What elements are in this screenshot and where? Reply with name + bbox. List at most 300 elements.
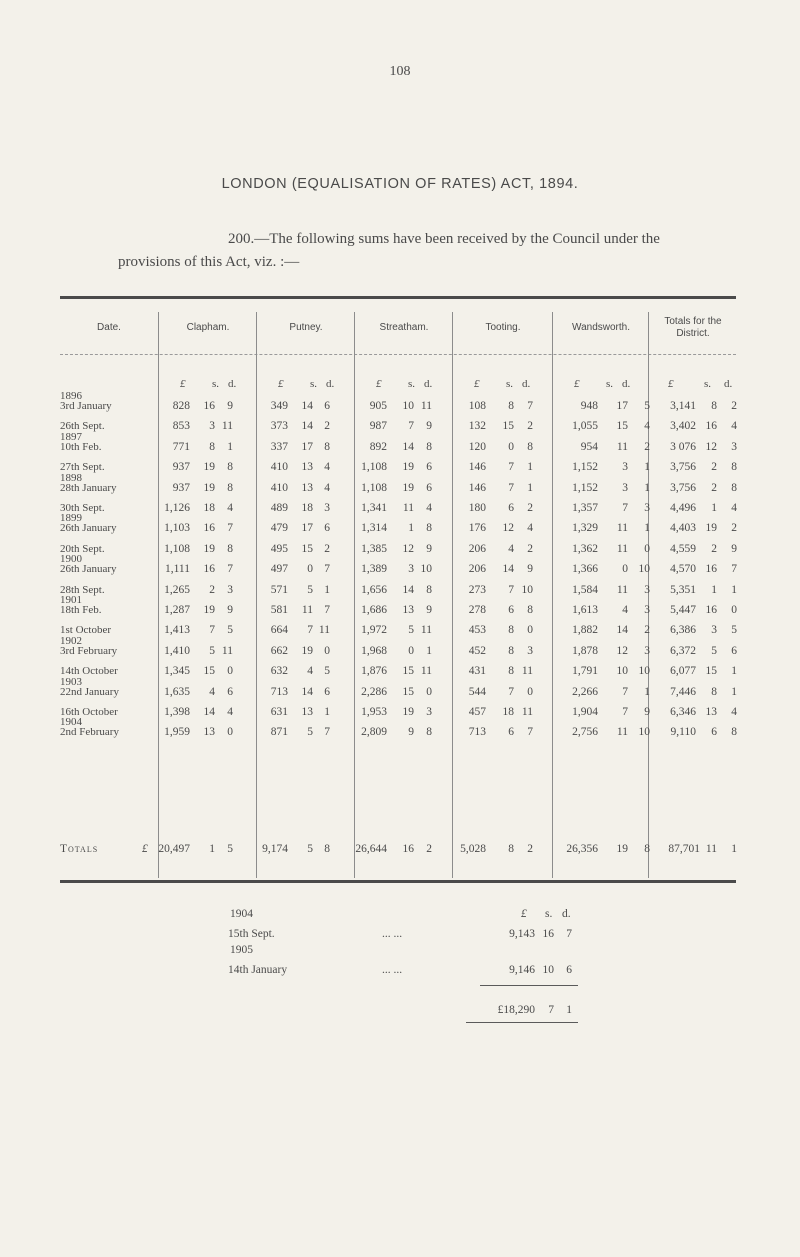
- shillings-cell: 5: [307, 726, 313, 739]
- shillings-cell: 5: [408, 624, 414, 637]
- column-divider: [354, 312, 355, 878]
- summary-year: 1904: [230, 908, 253, 920]
- pounds-cell: 3,402: [670, 420, 696, 433]
- pence-cell: 1: [644, 461, 650, 474]
- pence-cell: 11: [521, 706, 533, 718]
- pounds-cell: 1,329: [572, 522, 598, 535]
- unit-label: d.: [228, 378, 237, 390]
- table-top-rule: [60, 296, 736, 299]
- header-rule: [60, 354, 736, 355]
- pounds-cell: 457: [468, 706, 486, 718]
- pence-cell: 7: [227, 522, 233, 535]
- summary-date: 14th January: [228, 964, 288, 976]
- pence-cell: 4: [227, 502, 233, 514]
- shillings-cell: 18: [502, 706, 514, 718]
- pounds-cell: 146: [468, 461, 486, 474]
- date-cell: 26th January: [60, 563, 117, 576]
- pounds-cell: 1,656: [361, 583, 387, 596]
- pounds-cell: 581: [270, 604, 288, 616]
- pence-cell: 3: [731, 440, 737, 453]
- shillings-cell: 11: [616, 542, 628, 555]
- shillings-cell: 2: [209, 583, 215, 596]
- pounds-cell: 453: [468, 624, 486, 637]
- total-pounds: 20,497: [158, 843, 190, 855]
- shillings-cell: 19: [203, 542, 215, 555]
- pounds-cell: 828: [172, 400, 190, 412]
- unit-label: d.: [326, 378, 335, 390]
- summary-shillings: 10: [542, 964, 554, 976]
- shillings-cell: 14: [203, 706, 215, 718]
- shillings-cell: 12: [705, 440, 717, 453]
- pounds-cell: 479: [270, 522, 288, 535]
- pence-cell: 10: [638, 726, 650, 739]
- pence-cell: 0: [527, 685, 533, 698]
- pence-cell: 1: [426, 644, 432, 657]
- shillings-cell: 12: [616, 644, 628, 657]
- date-cell: 16th October: [60, 706, 118, 718]
- summary-pounds: 9,143: [509, 928, 535, 940]
- pounds-cell: 3,756: [670, 481, 696, 494]
- pounds-cell: 2,286: [361, 685, 387, 698]
- pence-cell: 7: [324, 563, 330, 576]
- shillings-cell: 19: [203, 604, 215, 616]
- pounds-cell: 349: [270, 400, 288, 412]
- pounds-cell: 452: [468, 644, 486, 657]
- shillings-cell: 6: [508, 502, 514, 514]
- shillings-cell: 18: [301, 502, 313, 514]
- pounds-cell: 1,345: [164, 665, 190, 678]
- pence-cell: 6: [227, 685, 233, 698]
- shillings-cell: 1: [408, 522, 414, 535]
- total-pounds: 26,644: [355, 843, 387, 855]
- pounds-cell: 6,077: [670, 665, 696, 678]
- pence-cell: 4: [731, 706, 737, 718]
- shillings-cell: 12: [502, 522, 514, 535]
- summary-unit: £: [521, 908, 527, 920]
- pence-cell: 9: [731, 542, 737, 555]
- pounds-cell: 1,111: [164, 563, 190, 576]
- shillings-cell: 11: [616, 440, 628, 453]
- unit-label: £: [180, 378, 186, 390]
- pence-cell: 6: [426, 461, 432, 474]
- pounds-cell: 892: [369, 440, 387, 453]
- summary-unit: s.: [545, 908, 553, 920]
- shillings-cell: 15: [402, 665, 414, 678]
- pounds-cell: 273: [468, 583, 486, 596]
- pounds-cell: 1,108: [361, 461, 387, 474]
- pence-cell: 1: [644, 481, 650, 494]
- pounds-cell: 9,110: [670, 726, 696, 739]
- pence-cell: 11: [221, 644, 233, 657]
- pence-cell: 7: [227, 563, 233, 576]
- pounds-cell: 497: [270, 563, 288, 576]
- pence-cell: 4: [731, 420, 737, 433]
- shillings-cell: 8: [508, 624, 514, 637]
- shillings-cell: 15: [705, 665, 717, 678]
- pounds-cell: 1,152: [572, 461, 598, 474]
- pounds-cell: 1,126: [164, 502, 190, 514]
- pence-cell: 4: [227, 706, 233, 718]
- pounds-cell: 1,686: [361, 604, 387, 616]
- pounds-cell: 937: [172, 461, 190, 474]
- pounds-cell: 1,878: [572, 644, 598, 657]
- summary-shillings: 16: [542, 928, 554, 940]
- pence-cell: 6: [324, 685, 330, 698]
- pence-cell: 1: [324, 583, 330, 596]
- date-cell: 10th Feb.: [60, 440, 102, 453]
- shillings-cell: 13: [402, 604, 414, 616]
- shillings-cell: 19: [203, 481, 215, 494]
- column-header: Tooting.: [485, 322, 521, 333]
- pounds-cell: 948: [580, 400, 598, 412]
- pounds-cell: 7,446: [670, 685, 696, 698]
- summary-total-pounds: £18,290: [497, 1004, 535, 1016]
- column-divider: [158, 312, 159, 878]
- total-shillings: 5: [307, 843, 313, 855]
- unit-label: s.: [310, 378, 318, 390]
- pence-cell: 4: [324, 461, 330, 474]
- shillings-cell: 16: [203, 522, 215, 535]
- shillings-cell: 8: [711, 685, 717, 698]
- pence-cell: 8: [731, 481, 737, 494]
- pence-cell: 4: [644, 420, 650, 433]
- total-shillings: 19: [616, 843, 628, 855]
- shillings-cell: 7: [508, 685, 514, 698]
- table-bottom-rule: [60, 880, 736, 883]
- pounds-cell: 1,959: [164, 726, 190, 739]
- pounds-cell: 2,756: [572, 726, 598, 739]
- shillings-cell: 11: [616, 583, 628, 596]
- total-shillings: 1: [209, 843, 215, 855]
- summary-unit: d.: [562, 908, 571, 920]
- pounds-cell: 1,791: [572, 665, 598, 678]
- pence-cell: 0: [227, 726, 233, 739]
- summary-total-shillings: 7: [548, 1004, 554, 1016]
- pounds-cell: 1,265: [164, 583, 190, 596]
- pounds-cell: 278: [468, 604, 486, 616]
- pence-cell: 9: [227, 604, 233, 616]
- pounds-cell: 120: [468, 440, 486, 453]
- total-pence: 8: [324, 843, 330, 855]
- shillings-cell: 7: [622, 706, 628, 718]
- shillings-cell: 11: [616, 522, 628, 535]
- pence-cell: 11: [221, 420, 233, 433]
- summary-pence: 6: [566, 964, 572, 976]
- unit-label: d.: [522, 378, 531, 390]
- column-divider: [452, 312, 453, 878]
- shillings-cell: 14: [616, 624, 628, 637]
- shillings-cell: 14: [301, 420, 313, 433]
- pence-cell: 2: [644, 440, 650, 453]
- pounds-cell: 1,413: [164, 624, 190, 637]
- pounds-cell: 1,366: [572, 563, 598, 576]
- shillings-cell: 4: [209, 685, 215, 698]
- pounds-cell: 3 076: [670, 440, 696, 453]
- summary-dots: ... ...: [382, 928, 403, 940]
- year-label: 1899: [60, 512, 82, 525]
- shillings-cell: 4: [622, 604, 628, 616]
- year-label: 1901: [60, 594, 82, 606]
- unit-label: d.: [724, 378, 733, 390]
- summary-pounds: 9,146: [509, 964, 535, 976]
- pounds-cell: 1,314: [361, 522, 387, 535]
- shillings-cell: 19: [203, 461, 215, 474]
- shillings-cell: 15: [301, 542, 313, 555]
- pence-cell: 1: [227, 440, 233, 453]
- total-pence: 2: [527, 843, 533, 855]
- shillings-cell: 7: [622, 502, 628, 514]
- shillings-cell: 19: [301, 644, 313, 657]
- pounds-cell: 1,584: [572, 583, 598, 596]
- pence-cell: 8: [426, 583, 432, 596]
- shillings-cell: 3: [209, 420, 215, 433]
- pence-cell: 8: [731, 461, 737, 474]
- pence-cell: 7: [324, 726, 330, 739]
- shillings-cell: 19: [705, 522, 717, 535]
- pence-cell: 9: [426, 604, 432, 616]
- shillings-cell: 5: [711, 644, 717, 657]
- shillings-cell: 7: [508, 583, 514, 596]
- year-label: 1896: [60, 390, 82, 402]
- unit-label: s.: [408, 378, 416, 390]
- column-divider: [552, 312, 553, 878]
- shillings-cell: 15: [203, 665, 215, 678]
- pence-cell: 2: [527, 542, 533, 555]
- shillings-cell: 6: [508, 604, 514, 616]
- shillings-cell: 8: [209, 440, 215, 453]
- pence-cell: 0: [644, 542, 650, 555]
- summary-dots: ... ...: [382, 964, 403, 976]
- pence-cell: 8: [227, 481, 233, 494]
- pounds-cell: 571: [270, 583, 288, 596]
- shillings-cell: 16: [203, 400, 215, 412]
- total-pence: 8: [644, 843, 650, 855]
- shillings-cell: 16: [705, 420, 717, 433]
- pounds-cell: 1,357: [572, 502, 598, 514]
- pence-cell: 6: [426, 481, 432, 494]
- shillings-cell: 1: [711, 502, 717, 514]
- pounds-cell: 180: [468, 502, 486, 514]
- pounds-cell: 1,410: [164, 644, 190, 657]
- date-cell: 27th Sept.: [60, 461, 105, 474]
- total-pence: 2: [426, 843, 432, 855]
- date-cell: 26th Sept.: [60, 420, 105, 433]
- pounds-cell: 1,287: [164, 604, 190, 616]
- pence-cell: 3: [644, 502, 650, 514]
- pounds-cell: 176: [468, 522, 486, 535]
- total-shillings: 8: [508, 843, 514, 855]
- pounds-cell: 4,570: [670, 563, 696, 576]
- shillings-cell: 13: [203, 726, 215, 739]
- shillings-cell: 19: [402, 461, 414, 474]
- shillings-cell: 5: [307, 583, 313, 596]
- pence-cell: 3: [644, 644, 650, 657]
- unit-label: s.: [212, 378, 220, 390]
- pounds-cell: 431: [468, 665, 486, 678]
- shillings-cell: 3: [622, 461, 628, 474]
- unit-label: £: [474, 378, 480, 390]
- shillings-cell: 18: [203, 502, 215, 514]
- shillings-cell: 14: [301, 400, 313, 412]
- pounds-cell: 108: [468, 400, 486, 412]
- pence-cell: 9: [527, 563, 533, 576]
- shillings-cell: 7: [209, 624, 215, 637]
- shillings-cell: 3: [711, 624, 717, 637]
- pounds-cell: 337: [270, 440, 288, 453]
- pounds-cell: 771: [172, 440, 190, 453]
- shillings-cell: 17: [301, 522, 313, 535]
- pence-cell: 3: [426, 706, 432, 718]
- pence-cell: 9: [227, 400, 233, 412]
- pounds-cell: 206: [468, 563, 486, 576]
- pence-cell: 2: [324, 542, 330, 555]
- pence-cell: 0: [426, 685, 432, 698]
- pounds-cell: 1,882: [572, 624, 598, 637]
- pence-cell: 9: [644, 706, 650, 718]
- pence-cell: 0: [227, 665, 233, 678]
- column-header: Wandsworth.: [572, 322, 630, 333]
- shillings-cell: 13: [301, 481, 313, 494]
- pounds-cell: 4,559: [670, 542, 696, 555]
- unit-label: £: [278, 378, 284, 390]
- pence-cell: 11: [420, 400, 432, 412]
- pounds-cell: 905: [369, 400, 387, 412]
- shillings-cell: 1: [711, 583, 717, 596]
- shillings-cell: 8: [711, 400, 717, 412]
- pence-cell: 2: [527, 420, 533, 433]
- pounds-cell: 1,362: [572, 542, 598, 555]
- pounds-cell: 954: [580, 440, 598, 453]
- pence-cell: 11: [420, 624, 432, 637]
- pence-cell: 2: [644, 624, 650, 637]
- pence-cell: 10: [638, 563, 650, 576]
- pence-cell: 7: [324, 604, 330, 616]
- shillings-cell: 10: [402, 400, 414, 412]
- summary-rule: [480, 985, 578, 986]
- pounds-cell: 1,398: [164, 706, 190, 718]
- pence-cell: 7: [527, 400, 533, 412]
- pence-cell: 8: [426, 440, 432, 453]
- pence-cell: 1: [644, 685, 650, 698]
- summary-total-pence: 1: [566, 1004, 572, 1016]
- total-shillings: 11: [705, 843, 717, 855]
- shillings-cell: 9: [408, 726, 414, 739]
- shillings-cell: 11: [301, 604, 313, 616]
- unit-label: £: [376, 378, 382, 390]
- pounds-cell: 5,447: [670, 604, 696, 616]
- intro-paragraph: 200.—The following sums have been received by the Council under the provisions of this Act, viz. :—: [118, 231, 660, 270]
- year-label: 1904: [60, 716, 82, 729]
- column-header: Totals for the District.: [664, 316, 722, 339]
- pounds-cell: 4,403: [670, 522, 696, 535]
- pence-cell: 1: [324, 706, 330, 718]
- pence-cell: 6: [324, 522, 330, 535]
- pounds-cell: 1,613: [572, 604, 598, 616]
- shillings-cell: 16: [705, 563, 717, 576]
- pounds-cell: 1,635: [164, 685, 190, 698]
- shillings-cell: 14: [402, 583, 414, 596]
- column-header: Clapham.: [186, 322, 230, 333]
- pence-cell: 5: [227, 624, 233, 637]
- pence-cell: 8: [227, 461, 233, 474]
- pence-cell: 8: [324, 440, 330, 453]
- pounds-cell: 664: [270, 624, 288, 637]
- shillings-cell: 13: [301, 706, 313, 718]
- unit-label: s.: [506, 378, 514, 390]
- shillings-cell: 5: [209, 644, 215, 657]
- total-shillings: 16: [402, 843, 414, 855]
- shillings-cell: 2: [711, 461, 717, 474]
- shillings-cell: 16: [705, 604, 717, 616]
- date-cell: 28th Sept.: [60, 583, 105, 596]
- pence-cell: 3: [324, 502, 330, 514]
- pounds-cell: 489: [270, 502, 288, 514]
- column-divider: [256, 312, 257, 878]
- pence-cell: 7: [731, 563, 737, 576]
- shillings-cell: 11: [616, 726, 628, 739]
- pence-cell: 8: [227, 542, 233, 555]
- pence-cell: 2: [324, 420, 330, 433]
- pence-cell: 11: [521, 665, 533, 678]
- shillings-cell: 6: [711, 726, 717, 739]
- total-pounds: 5,028: [460, 843, 486, 855]
- pence-cell: 10: [638, 665, 650, 678]
- pence-cell: 2: [731, 522, 737, 535]
- date-cell: 22nd January: [60, 685, 119, 698]
- pence-cell: 1: [527, 461, 533, 474]
- shillings-cell: 13: [705, 706, 717, 718]
- pence-cell: 0: [731, 604, 737, 616]
- date-cell: 18th Feb.: [60, 604, 102, 616]
- pence-cell: 0: [527, 624, 533, 637]
- year-label: 1897: [60, 430, 82, 443]
- pounds-cell: 1,341: [361, 502, 387, 514]
- pounds-cell: 1,385: [361, 542, 387, 555]
- pence-cell: 3: [227, 583, 233, 596]
- summary-pence: 7: [566, 928, 572, 940]
- total-pence: 1: [731, 843, 737, 855]
- shillings-cell: 8: [508, 644, 514, 657]
- column-header: Streatham.: [379, 322, 429, 333]
- pence-cell: 1: [731, 665, 737, 678]
- pence-cell: 9: [426, 420, 432, 433]
- pounds-cell: 871: [270, 726, 288, 739]
- pounds-cell: 1,103: [164, 522, 190, 535]
- shillings-cell: 11: [402, 502, 414, 514]
- date-cell: 20th Sept.: [60, 542, 105, 555]
- pounds-cell: 1,972: [361, 624, 387, 637]
- shillings-cell: 19: [402, 706, 414, 718]
- shillings-cell: 10: [616, 665, 628, 678]
- pence-cell: 3: [644, 604, 650, 616]
- pence-cell: 10: [521, 583, 533, 596]
- pence-cell: 3: [644, 583, 650, 596]
- date-cell: 26th January: [60, 522, 117, 535]
- shillings-cell: 7: [307, 624, 313, 637]
- shillings-cell: 6: [508, 726, 514, 739]
- pence-cell: 6: [324, 400, 330, 412]
- pounds-cell: 410: [270, 461, 288, 474]
- pounds-cell: 1,108: [361, 481, 387, 494]
- unit-label: d.: [622, 378, 631, 390]
- pounds-cell: 632: [270, 665, 288, 678]
- pounds-cell: 6,372: [670, 644, 696, 657]
- unit-label: £: [574, 378, 580, 390]
- shillings-cell: 0: [508, 440, 514, 453]
- pence-cell: 8: [426, 522, 432, 535]
- pounds-cell: 662: [270, 644, 288, 657]
- year-label: 1898: [60, 471, 82, 484]
